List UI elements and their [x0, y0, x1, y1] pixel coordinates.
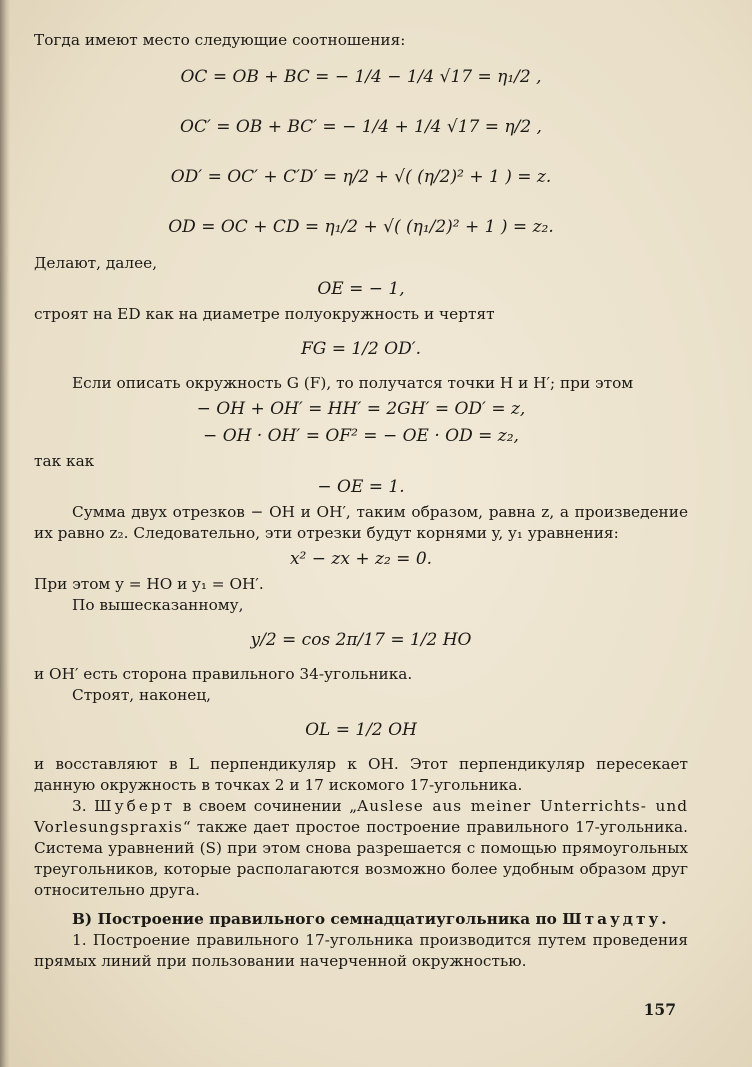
equation-product: − OH · OH′ = OF² = − OE · OD = z₂,	[203, 426, 519, 446]
schubert-rest: “ также дает простое построение правильного 17-угольника. Система уравнений (S) при этом снова разрешается с помощью прямоугольных треугольников, которые располагаются возможно более удобным образом друг относительно друга.	[34, 818, 688, 899]
schubert-name: Шуберт	[94, 797, 176, 815]
schubert-mid: в своем сочинении „	[182, 797, 358, 815]
equation-oc: OC = OB + BC = − 1/4 − 1/4 √17 = η₁/2 ,	[180, 67, 542, 87]
paragraph-further: Делают, далее,	[34, 254, 158, 272]
equation-ol: OL = 1/2 OH	[305, 720, 417, 740]
section-heading-name: Штаудту.	[562, 910, 670, 928]
equation-oe: OE = − 1,	[317, 279, 405, 299]
equation-oc-prime: OC′ = OB + BC′ = − 1/4 + 1/4 √17 = η/2 ,	[180, 117, 542, 137]
equation-quadratic: x² − zx + z₂ = 0.	[289, 549, 433, 569]
paragraph-perpendicular: и восставляют в L перпендикуляр к OH. Этот перпендикуляр пересекает данную окружность в точках 2 и 17 искомого 17-угольника.	[34, 755, 688, 794]
paragraph-then: При этом y = HO и y₁ = OH′.	[34, 575, 264, 593]
paragraph-side: и OH′ есть сторона правильного 34-угольника.	[34, 665, 413, 683]
equation-od-prime: OD′ = OC′ + C′D′ = η/2 + √( (η/2)² + 1 ) = z.	[170, 167, 552, 187]
equation-cos: y/2 = cos 2π/17 = 1/2 HO	[250, 630, 472, 650]
equation-sum: − OH + OH′ = HH′ = 2GH′ = OD′ = z,	[196, 399, 526, 419]
section-heading-lead: В) Построение правильного семнадцатиугольника по	[72, 910, 557, 928]
book-binding-shadow	[0, 0, 10, 1067]
page-number: 157	[643, 1000, 676, 1019]
schubert-book-title: Auslese aus meiner Unterrichts- und Vorlesungspraxis	[34, 797, 688, 836]
paragraph-finally: Строят, наконец,	[72, 686, 212, 704]
paragraph-last: 1. Построение правильного 17-угольника производится путем проведения прямых линий при пользовании начерченной окружностью.	[34, 931, 688, 970]
paragraph-schubert	[34, 796, 688, 901]
paragraph-semicircle: строят на ED как на диаметре полуокружность и чертят	[34, 305, 495, 323]
paragraph-circle: Если описать окружность G (F), то получатся точки H и H′; при этом	[72, 374, 634, 392]
equation-minus-oe: − OE = 1.	[317, 477, 405, 497]
paragraph-sum: Сумма двух отрезков − OH и OH′, таким образом, равна z, а произведение их равно z₂. Следовательно, эти отрезки будут корнями y, y₁ уравнения:	[34, 503, 688, 542]
paragraph-above: По вышесказанному,	[72, 596, 244, 614]
equation-fg: FG = 1/2 OD′.	[300, 339, 422, 359]
schubert-number: 3.	[72, 797, 87, 815]
page-text	[34, 30, 688, 972]
paragraph-since: так как	[34, 452, 95, 470]
section-heading	[34, 909, 688, 930]
equation-od: OD = OC + CD = η₁/2 + √( (η₁/2)² + 1 ) = z₂.	[168, 217, 554, 237]
intro-paragraph: Тогда имеют место следующие соотношения:	[34, 31, 406, 49]
